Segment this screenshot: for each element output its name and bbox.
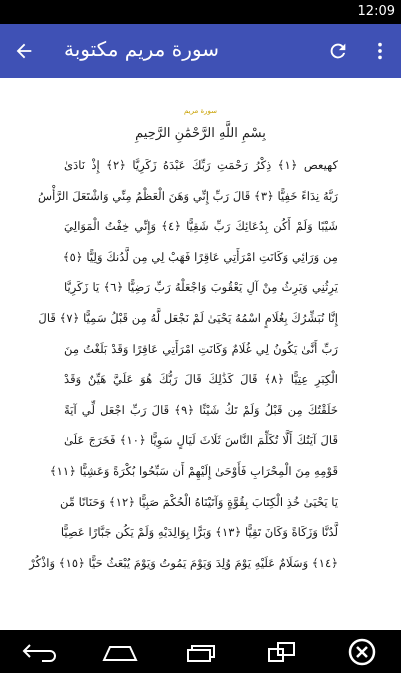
verse-line: يَرِثُنِي وَيَرِثُ مِنْ آلِ يَعْقُوبَ وَاجْعَلْهُ رَبِّ رَضِيًّا ﴿٦﴾ يَا زَكَرِيَّا [64, 280, 338, 295]
verse-line: شَيْبًا وَلَمْ أَكُن بِدُعَائِكَ رَبِّ شَقِيًّا ﴿٤﴾ وَإِنِّي خِفْتُ الْمَوَالِيَ [64, 219, 338, 234]
status-bar [0, 0, 401, 24]
app-bar [0, 24, 401, 78]
verse-line: خَلَقْتُكَ مِن قَبْلُ وَلَمْ تَكُ شَيْئًا ﴿٩﴾ قَالَ رَبِّ اجْعَل لِّي آيَةً [64, 402, 338, 417]
verse-line: رَبَّهُ نِدَاءً خَفِيًّا ﴿٣﴾ قَالَ رَبِّ إِنِّي وَهَنَ الْعَظْمُ مِنِّي وَاشْتَعَلَ الرَّأْسُ [38, 188, 338, 203]
more-vert-icon[interactable] [364, 33, 396, 69]
page-title: سورة مريم مكتوبة [64, 37, 219, 61]
verse-line: مِن وَرَائِي وَكَانَتِ امْرَأَتِي عَاقِرًا فَهَبْ لِي مِن لَّدُنكَ وَلِيًّا ﴿٥﴾ [62, 249, 338, 264]
navigation-bar [0, 630, 401, 673]
verse-line: لَّدُنَّا وَزَكَاةً وَكَانَ تَقِيًّا ﴿١٣﴾ وَبَرًّا بِوَالِدَيْهِ وَلَمْ يَكُن جَبَّارًا عَصِيًّا [60, 525, 338, 540]
arrow-back-icon[interactable] [6, 33, 42, 69]
nav-back-icon[interactable] [18, 636, 62, 668]
verse-line: ﴿١٤﴾ وَسَلَامٌ عَلَيْهِ يَوْمَ وُلِدَ وَيَوْمَ يَمُوتُ وَيَوْمَ يُبْعَثُ حَيًّا ﴿١٥﴾ وَاذْكُرْ [29, 555, 338, 570]
mushaf-page [0, 78, 401, 630]
surah-header: سورة مريم [184, 107, 217, 115]
verse-line: إِنَّا نُبَشِّرُكَ بِغُلَامٍ اسْمُهُ يَحْيَىٰ لَمْ نَجْعَل لَّهُ مِن قَبْلُ سَمِيًّا ﴿٧﴾ قَالَ [38, 310, 338, 325]
verse-line: قَوْمِهِ مِنَ الْمِحْرَابِ فَأَوْحَىٰ إِلَيْهِمْ أَن سَبِّحُوا بُكْرَةً وَعَشِيًّا ﴿١١﴾ [49, 463, 338, 478]
verse-line: كهيعص ﴿١﴾ ذِكْرُ رَحْمَتِ رَبِّكَ عَبْدَهُ زَكَرِيَّا ﴿٢﴾ إِذْ نَادَىٰ [64, 158, 339, 172]
nav-multiwindow-icon[interactable] [260, 636, 304, 668]
verse-text [29, 150, 339, 578]
verse-line: قَالَ آيَتُكَ أَلَّا تُكَلِّمَ النَّاسَ ثَلَاثَ لَيَالٍ سَوِيًّا ﴿١٠﴾ فَخَرَجَ عَلَىٰ [64, 433, 338, 448]
verse-line: الْكِبَرِ عِتِيًّا ﴿٨﴾ قَالَ كَذَٰلِكَ قَالَ رَبُّكَ هُوَ عَلَيَّ هَيِّنٌ وَقَدْ [64, 372, 339, 387]
basmala: بِسْمِ اللَّهِ الرَّحْمَٰنِ الرَّحِيمِ [135, 126, 266, 141]
nav-recents-icon[interactable] [178, 636, 222, 668]
nav-home-icon[interactable] [98, 636, 142, 668]
verse-line: رَبِّ أَنَّىٰ يَكُونُ لِي غُلَامٌ وَكَانَتِ امْرَأَتِي عَاقِرًا وَقَدْ بَلَغْتُ مِنَ [64, 341, 338, 356]
nav-close-icon[interactable] [340, 636, 384, 668]
verse-line: يَا يَحْيَىٰ خُذِ الْكِتَابَ بِقُوَّةٍ وَآتَيْنَاهُ الْحُكْمَ صَبِيًّا ﴿١٢﴾ وَحَنَانًا مِّن [59, 494, 338, 509]
status-time: 12:09 [357, 4, 395, 19]
refresh-icon[interactable] [320, 33, 356, 69]
